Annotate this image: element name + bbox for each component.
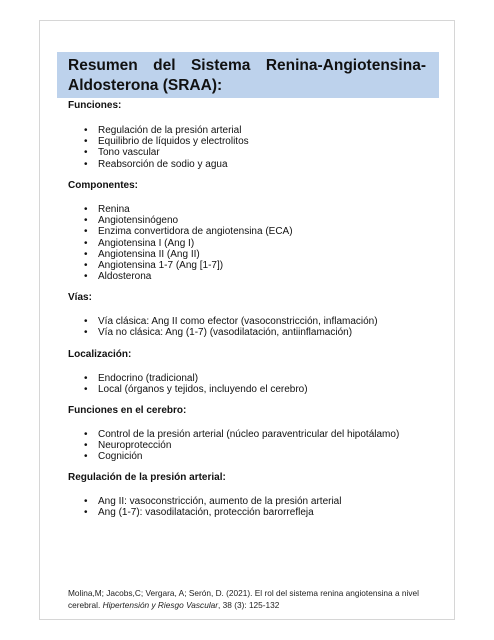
list-item: • Vía no clásica: Ang (1-7) (vasodilatación, antiinflamación)	[68, 327, 378, 338]
list-item: • Renina	[68, 204, 293, 215]
section-heading: Vías:	[68, 292, 92, 303]
bullet-list	[68, 496, 341, 518]
section-funciones-cerebro	[68, 405, 399, 463]
citation-volume: , 38 (3): 125-132	[218, 600, 280, 610]
list-item: • Ang II: vasoconstricción, aumento de la presión arterial	[68, 496, 341, 507]
citation-journal: Hipertensión y Riesgo Vascular	[102, 600, 219, 610]
section-funciones	[68, 100, 249, 170]
bullet-list	[68, 125, 249, 170]
section-componentes	[68, 180, 293, 282]
list-item: • Angiotensina II (Ang II)	[68, 249, 293, 260]
citation-footer	[68, 587, 438, 611]
list-item: • Aldosterona	[68, 271, 293, 282]
bullet-list	[68, 373, 308, 395]
citation-text: Molina,M; Jacobs,C; Vergara, A; Serón, D. (2021). El rol del sistema renina angiotensina a nivel cerebral.	[68, 588, 419, 610]
title-word: Resumen	[68, 57, 138, 74]
list-item: • Ang (1-7): vasodilatación, protección barorrefleja	[68, 507, 341, 518]
bullet-list	[68, 204, 293, 282]
section-heading: Regulación de la presión arterial:	[68, 472, 226, 483]
section-vias	[68, 292, 378, 338]
list-item: • Neuroprotección	[68, 440, 399, 451]
list-item: • Equilibrio de líquidos y electrolitos	[68, 136, 249, 147]
section-regulacion	[68, 472, 341, 518]
list-item: • Angiotensina 1-7 (Ang [1-7])	[68, 260, 293, 271]
list-item: • Local (órganos y tejidos, incluyendo el cerebro)	[68, 384, 308, 395]
list-item: • Cognición	[68, 451, 399, 462]
section-heading: Componentes:	[68, 180, 138, 191]
list-item: • Endocrino (tradicional)	[68, 373, 308, 384]
title-word: del	[153, 57, 176, 74]
list-item: • Reabsorción de sodio y agua	[68, 159, 249, 170]
list-item: • Vía clásica: Ang II como efector (vasoconstricción, inflamación)	[68, 316, 378, 327]
title-word: Renina-Angiotensina-	[265, 57, 426, 74]
list-item: • Angiotensinógeno	[68, 215, 293, 226]
section-heading: Localización:	[68, 349, 132, 360]
section-heading: Funciones:	[68, 100, 122, 111]
document-title-line-1	[68, 56, 426, 75]
list-item: • Angiotensina I (Ang I)	[68, 238, 293, 249]
section-heading: Funciones en el cerebro:	[68, 405, 187, 416]
list-item: • Tono vascular	[68, 147, 249, 158]
list-item: • Control de la presión arterial (núcleo paraventricular del hipotálamo)	[68, 429, 399, 440]
list-item: • Enzima convertidora de angiotensina (ECA)	[68, 226, 293, 237]
list-item: • Regulación de la presión arterial	[68, 125, 249, 136]
title-word: Sistema	[190, 57, 251, 74]
document-title-line-2: Aldosterona (SRAA):	[68, 77, 223, 94]
bullet-list	[68, 316, 378, 338]
bullet-list	[68, 429, 399, 463]
section-localizacion	[68, 349, 308, 395]
